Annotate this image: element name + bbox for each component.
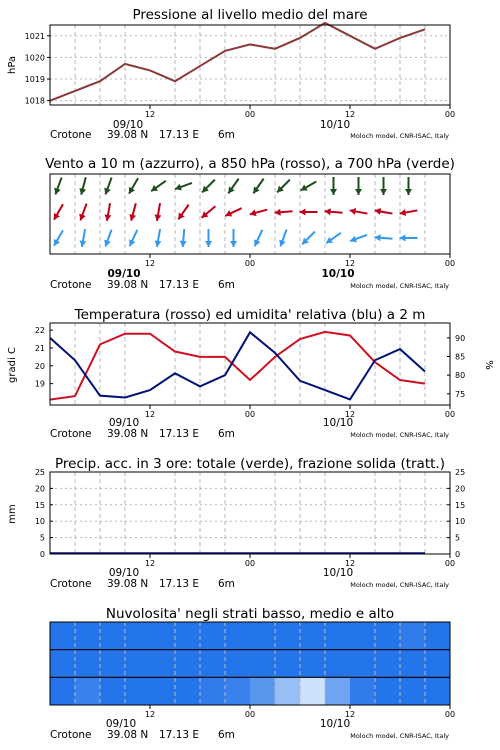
cloud-cell	[225, 622, 251, 650]
cloud-cell	[75, 622, 101, 650]
cloud-cell	[125, 650, 151, 678]
y-tick-label: 20	[34, 484, 45, 494]
cloud-cell	[375, 677, 401, 705]
location-name: Crotone	[50, 129, 92, 141]
cloud-panel	[50, 606, 455, 741]
y2-tick-label: 85	[455, 352, 466, 362]
date-label-1: 09/10	[105, 718, 137, 730]
location-name: Crotone	[50, 578, 92, 590]
cloud-cells	[50, 622, 451, 706]
cloud-cell	[125, 622, 151, 650]
precip-frame	[50, 472, 450, 554]
x-tick-label: 00	[444, 710, 456, 719]
x-tick-label: 12	[344, 410, 356, 419]
cloud-cell	[225, 650, 251, 678]
cloud-footer	[50, 718, 449, 741]
wind-title: Vento a 10 m (azzurro), a 850 hPa (rosso), a 700 hPa (verde)	[45, 156, 455, 172]
pressure-panel	[7, 7, 455, 141]
cloud-cell	[425, 677, 451, 705]
x-tick-label: 00	[244, 710, 256, 719]
x-tick-label: 00	[244, 559, 256, 568]
location-elev: 6m	[218, 129, 235, 141]
y-tick-label: 10	[34, 517, 45, 527]
x-tick-label: 12	[144, 259, 156, 268]
date-label-2: 10/10	[322, 417, 354, 429]
cloud-cell	[50, 677, 76, 705]
precip-x-ticks	[145, 554, 455, 568]
cloud-cell	[400, 677, 426, 705]
cloud-cell	[325, 622, 351, 650]
cloud-cell	[250, 677, 276, 705]
temp-rh-title: Temperatura (rosso) ed umidita' relativa (blu) a 2 m	[74, 307, 426, 323]
y-tick-label: 25	[34, 468, 45, 477]
y-tick-label: 22	[34, 326, 45, 336]
pressure-y-ticks	[25, 32, 50, 106]
cloud-cell	[75, 650, 101, 678]
x-tick-label: 12	[344, 259, 356, 268]
location-lat: 39.08 N	[107, 578, 149, 590]
y-tick-label: 0	[39, 550, 45, 559]
wind-arrow-head	[250, 209, 257, 216]
cloud-cell	[275, 622, 301, 650]
temp-rh-footer	[50, 417, 449, 440]
pressure-x-ticks	[145, 105, 455, 119]
cloud-title: Nuvolosita' negli strati basso, medio e alto	[105, 606, 395, 622]
model-credit: Moloch model, CNR-ISAC, Italy	[350, 431, 449, 439]
wind-arrow-head	[230, 241, 237, 247]
location-lat: 39.08 N	[107, 129, 149, 141]
temp-rh-frame	[50, 323, 450, 405]
y-tick-label: 19	[34, 379, 45, 389]
location-name: Crotone	[50, 279, 92, 291]
cloud-cell	[200, 650, 226, 678]
cloud-cell	[325, 677, 351, 705]
cloud-cell	[175, 650, 201, 678]
location-lon: 17.13 E	[159, 578, 200, 590]
x-tick-label: 12	[144, 410, 156, 419]
wind-arrow-head	[330, 189, 337, 195]
pressure-y-label: hPa	[7, 55, 18, 75]
cloud-cell	[225, 677, 251, 705]
model-credit: Moloch model, CNR-ISAC, Italy	[350, 732, 449, 740]
model-credit: Moloch model, CNR-ISAC, Italy	[350, 581, 449, 589]
date-label-2: 10/10	[319, 119, 351, 131]
precip-title: Precip. acc. in 3 ore: totale (verde), frazione solida (tratt.)	[55, 456, 445, 472]
precip-grid	[50, 472, 450, 554]
model-credit: Moloch model, CNR-ISAC, Italy	[350, 132, 449, 140]
cloud-cell	[100, 650, 126, 678]
location-lat: 39.08 N	[107, 279, 149, 291]
temp-rh-x-ticks	[145, 405, 455, 419]
date-label-2: 10/10	[319, 718, 351, 730]
y2-tick-label: 90	[455, 333, 466, 343]
temperature-line	[50, 332, 425, 400]
y2-tick-label: 25	[455, 468, 466, 477]
cloud-cell	[300, 650, 326, 678]
x-tick-label: 12	[344, 559, 356, 568]
cloud-cell	[75, 677, 101, 705]
y-tick-label: 1021	[24, 31, 45, 41]
wind-arrow-head	[180, 241, 187, 247]
y2-tick-label: 75	[455, 389, 466, 399]
cloud-cell	[275, 650, 301, 678]
wind-x-ticks	[145, 254, 455, 268]
cloud-cell	[350, 622, 376, 650]
pressure-grid	[50, 25, 450, 105]
temp-rh-panel	[7, 307, 494, 440]
cloud-cell	[375, 650, 401, 678]
cloud-cell	[175, 622, 201, 650]
cloud-cell	[275, 677, 301, 705]
precip-footer	[50, 567, 449, 590]
cloud-cell	[350, 677, 376, 705]
cloud-cell	[150, 677, 176, 705]
y2-tick-label: 10	[455, 517, 466, 527]
cloud-cell	[250, 622, 276, 650]
y-tick-label: 1019	[24, 75, 45, 85]
x-tick-label: 12	[344, 710, 356, 719]
cloud-cell	[150, 622, 176, 650]
x-tick-label: 12	[144, 559, 156, 568]
wind-panel	[45, 156, 455, 291]
y-tick-label: 15	[34, 500, 45, 510]
cloud-cell	[350, 650, 376, 678]
x-tick-label: 00	[444, 110, 456, 119]
x-tick-label: 12	[144, 110, 156, 119]
x-tick-label: 00	[244, 259, 256, 268]
cloud-cell	[100, 622, 126, 650]
y2-tick-label: 0	[455, 550, 461, 559]
cloud-cell	[125, 677, 151, 705]
wind-arrow-head	[355, 189, 362, 195]
cloud-x-ticks	[145, 705, 455, 719]
pressure-series	[50, 23, 425, 101]
cloud-cell	[50, 650, 76, 678]
y-tick-label: 5	[39, 533, 45, 543]
y2-tick-label: 5	[455, 533, 461, 543]
wind-arrow-head	[380, 189, 387, 195]
location-lat: 39.08 N	[107, 428, 149, 440]
pressure-title: Pressione al livello medio del mare	[132, 7, 368, 23]
cloud-cell	[150, 650, 176, 678]
cloud-cell	[250, 650, 276, 678]
y2-tick-label: 80	[455, 371, 466, 381]
pressure-frame	[50, 25, 450, 105]
cloud-cell	[300, 622, 326, 650]
precip-panel	[7, 456, 465, 590]
cloud-cell	[175, 677, 201, 705]
wind-arrow-head	[405, 189, 412, 195]
location-elev: 6m	[218, 729, 235, 741]
precip-y-label: mm	[7, 504, 18, 524]
x-tick-label: 12	[344, 110, 356, 119]
x-tick-label: 00	[444, 559, 456, 568]
location-lon: 17.13 E	[159, 129, 200, 141]
rh-y-label: %	[483, 360, 494, 370]
cloud-cell	[400, 622, 426, 650]
location-name: Crotone	[50, 428, 92, 440]
cloud-cell	[400, 650, 426, 678]
cloud-cell	[200, 622, 226, 650]
cloud-cell	[425, 650, 451, 678]
y-tick-label: 21	[34, 343, 45, 353]
temp-rh-series	[50, 332, 425, 400]
x-tick-label: 12	[144, 710, 156, 719]
date-label-1: 09/10	[108, 417, 140, 429]
location-lat: 39.08 N	[107, 729, 149, 741]
pressure-line	[50, 23, 425, 101]
y-tick-label: 1020	[24, 53, 45, 63]
location-elev: 6m	[218, 279, 235, 291]
y-tick-label: 20	[34, 361, 45, 371]
date-label-1: 09/10	[112, 119, 144, 131]
cloud-cell	[375, 622, 401, 650]
y2-tick-label: 20	[455, 484, 466, 494]
pressure-footer	[50, 119, 449, 141]
location-elev: 6m	[218, 578, 235, 590]
wind-arrows	[54, 177, 418, 247]
x-tick-label: 00	[244, 410, 256, 419]
x-tick-label: 00	[444, 410, 456, 419]
cloud-cell	[300, 677, 326, 705]
location-lon: 17.13 E	[159, 428, 200, 440]
x-tick-label: 00	[444, 259, 456, 268]
wind-arrow-head	[129, 214, 136, 221]
date-label-1: 09/10	[107, 268, 141, 280]
location-lon: 17.13 E	[159, 729, 200, 741]
x-tick-label: 00	[244, 110, 256, 119]
date-label-1: 09/10	[108, 567, 140, 579]
wind-arrow-head	[205, 241, 212, 247]
y2-tick-label: 15	[455, 500, 466, 510]
cloud-cell	[425, 622, 451, 650]
wind-arrow-head	[79, 188, 86, 195]
cloud-cell	[325, 650, 351, 678]
cloud-cell	[100, 677, 126, 705]
location-elev: 6m	[218, 428, 235, 440]
location-name: Crotone	[50, 729, 92, 741]
date-label-2: 10/10	[321, 268, 355, 280]
wind-footer	[50, 268, 449, 291]
location-lon: 17.13 E	[159, 279, 200, 291]
cloud-cell	[200, 677, 226, 705]
model-credit: Moloch model, CNR-ISAC, Italy	[350, 282, 449, 290]
temp-y-label: gradi C	[7, 347, 18, 383]
cloud-cell	[50, 622, 76, 650]
date-label-2: 10/10	[322, 567, 354, 579]
y-tick-label: 1018	[24, 96, 45, 106]
